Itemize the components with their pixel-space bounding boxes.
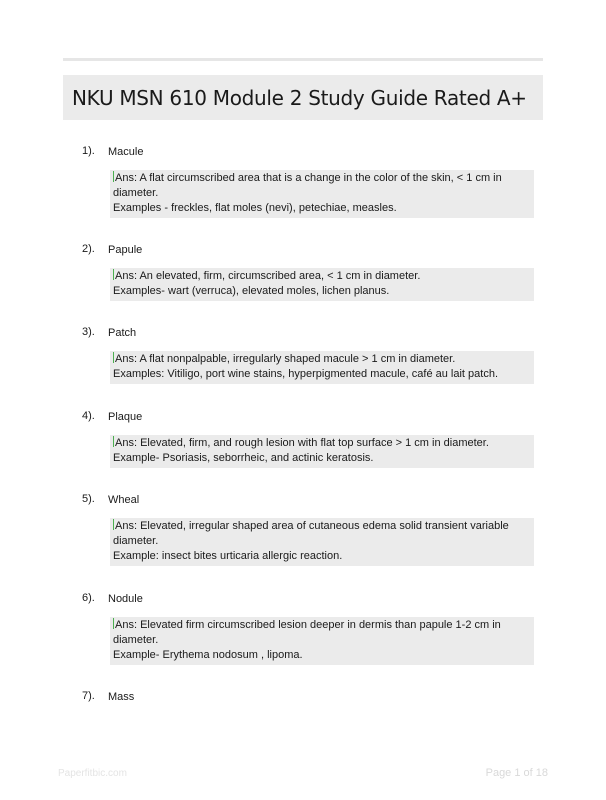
question-number: 3). bbox=[82, 326, 95, 338]
answer-line: diameter. bbox=[113, 535, 159, 547]
question-number: 2). bbox=[82, 243, 95, 255]
answer-line: Examples- wart (verruca), elevated moles, lichen planus. bbox=[113, 285, 390, 297]
answer-box bbox=[110, 518, 534, 566]
answer-line: Ans: A flat nonpalpable, irregularly shaped macule > 1 cm in diameter. bbox=[115, 353, 456, 365]
watermark-text: Paperfitbic.com bbox=[58, 768, 127, 779]
question-term: Patch bbox=[108, 327, 137, 339]
question-term: Plaque bbox=[108, 411, 143, 423]
answer-line: diameter. bbox=[113, 634, 159, 646]
question-term: Papule bbox=[108, 244, 143, 256]
answer-box bbox=[110, 268, 534, 301]
answer-box bbox=[110, 435, 534, 468]
answer-line: Example- Psoriasis, seborrheic, and actinic keratosis. bbox=[113, 452, 374, 464]
question-number: 7). bbox=[82, 690, 95, 702]
answer-line: Example: insect bites urticaria allergic reaction. bbox=[113, 550, 343, 562]
answer-marker bbox=[113, 618, 114, 629]
question-number: 5). bbox=[82, 493, 95, 505]
question-number: 6). bbox=[82, 592, 95, 604]
answer-line: Example- Erythema nodosum , lipoma. bbox=[113, 649, 303, 661]
question-term: Nodule bbox=[108, 593, 143, 605]
answer-line: Ans: Elevated firm circumscribed lesion deeper in dermis than papule 1-2 cm in bbox=[115, 619, 501, 631]
title-banner bbox=[63, 75, 543, 120]
answer-line: diameter. bbox=[113, 187, 159, 199]
question-number: 4). bbox=[82, 410, 95, 422]
question-term: Mass bbox=[108, 691, 135, 703]
answer-line: Examples: Vitiligo, port wine stains, hyperpigmented macule, café au lait patch. bbox=[113, 368, 498, 380]
answer-box bbox=[110, 617, 534, 665]
question-term: Wheal bbox=[108, 494, 140, 506]
answer-line: Ans: A flat circumscribed area that is a change in the color of the skin, < 1 cm in bbox=[115, 172, 502, 184]
question-number: 1). bbox=[82, 145, 95, 157]
answer-marker bbox=[113, 519, 114, 530]
answer-line: Ans: Elevated, firm, and rough lesion with flat top surface > 1 cm in diameter. bbox=[115, 437, 489, 449]
answer-line: Ans: An elevated, firm, circumscribed area, < 1 cm in diameter. bbox=[115, 270, 421, 282]
answer-marker bbox=[113, 352, 114, 363]
answer-marker bbox=[113, 436, 114, 447]
answer-marker bbox=[113, 269, 114, 280]
page-indicator: Page 1 of 18 bbox=[485, 767, 548, 779]
top-divider bbox=[63, 58, 543, 61]
document-title: NKU MSN 610 Module 2 Study Guide Rated A+ bbox=[72, 86, 527, 110]
answer-box bbox=[110, 170, 534, 218]
answer-marker bbox=[113, 171, 114, 182]
answer-box bbox=[110, 351, 534, 384]
question-term: Macule bbox=[108, 146, 144, 158]
answer-line: Examples - freckles, flat moles (nevi), petechiae, measles. bbox=[113, 202, 397, 214]
answer-line: Ans: Elevated, irregular shaped area of cutaneous edema solid transient variable bbox=[115, 520, 509, 532]
